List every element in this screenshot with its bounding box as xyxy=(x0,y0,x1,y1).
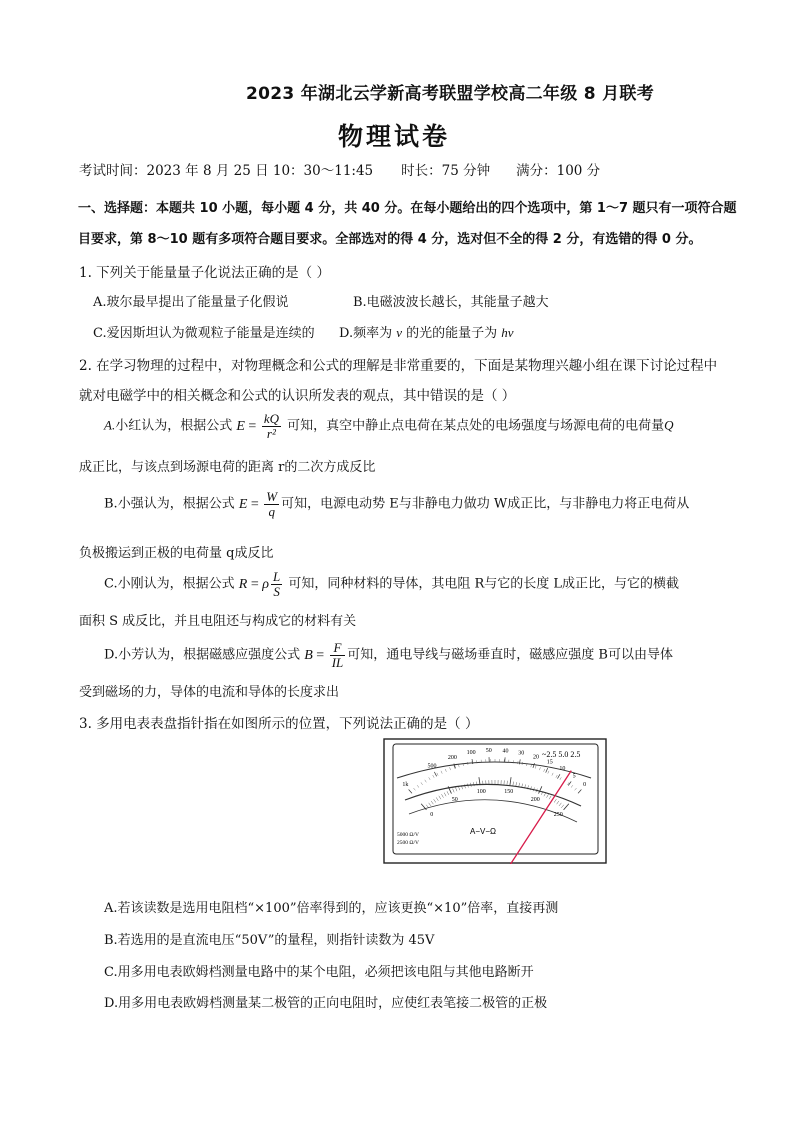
q2-b-label: B. xyxy=(104,496,118,512)
q2-d-pre: 小芳认为，根据磁感应强度公式 xyxy=(118,647,305,663)
q2-option-c xyxy=(104,570,679,599)
exam-score: 满分：100 分 xyxy=(516,163,601,179)
q3-option-a: A.若该读数是选用电阻档“×100”倍率得到的，应该更换“×10”倍率，直接再测 xyxy=(104,901,559,916)
ohm-tick-label: 0 xyxy=(583,781,587,788)
q3-stem: 3. 多用电表表盘指针指在如图所示的位置，下列说法正确的是（ ） xyxy=(79,716,479,732)
dc-tick-label: 250 xyxy=(553,811,563,818)
q2-b-fraction xyxy=(264,490,279,519)
ohm-tick-label: 200 xyxy=(447,754,457,761)
ohm-tick-label: 1k xyxy=(402,781,409,788)
q2-b-formula: E = $\frac{W}{q}$ xyxy=(238,489,278,519)
q2-c-den: S xyxy=(273,584,280,599)
ohm-tick-label: 50 xyxy=(485,748,492,755)
exam-title: 2023 年湖北云学新高考联盟学校高二年级 8 月联考 xyxy=(246,84,654,104)
q2-d-post: 可知，通电导线与磁场垂直时，磁感应强度 B可以由导体 xyxy=(347,647,673,663)
q2-stem-line2: 就对电磁学中的相关概念和公式的认识所发表的观点，其中错误的是（ ） xyxy=(79,388,516,404)
exam-duration: 时长：75 分钟 xyxy=(401,163,491,179)
q2-b-num: W xyxy=(266,489,278,504)
ohm-tick-label: 15 xyxy=(546,759,553,766)
q1-option-c: C.爱因斯坦认为微观粒子能量是连续的 xyxy=(93,326,315,341)
q2-b-den: q xyxy=(268,504,275,519)
q2-a-pre: 小红认为，根据公式 xyxy=(115,418,237,434)
subject-title: 物理试卷 xyxy=(338,122,451,151)
q1-option-b: B.电磁波波长越长，其能量子越大 xyxy=(353,295,549,310)
q2-a-label: A. xyxy=(104,417,116,433)
q2-option-b xyxy=(104,490,689,519)
q2-c-label: C. xyxy=(104,576,118,592)
dc-tick-label: 100 xyxy=(476,788,486,795)
exam-info xyxy=(79,159,600,179)
q2-option-a xyxy=(104,412,674,441)
q2-c-formula: R = ρ $\frac{L}{S}$ xyxy=(238,569,281,599)
sensitivity-label-1: 5000 Ω/V xyxy=(397,832,419,838)
q2-d-num: F xyxy=(330,641,346,656)
q2-option-c-line2: 面积 S 成反比，并且电阻还与构成它的材料有关 xyxy=(79,614,357,629)
ohm-tick-label: 500 xyxy=(427,763,437,770)
ohm-tick-label: 20 xyxy=(532,754,539,761)
dc-tick-label: 50 xyxy=(451,796,458,803)
q2-a-den: r² xyxy=(266,426,276,441)
ohm-tick-label: 5 xyxy=(572,773,576,780)
q2-option-b-line2: 负极搬运到正极的电荷量 q成反比 xyxy=(79,546,274,561)
q2-a-lhs: E xyxy=(236,418,245,434)
ohm-tick-label: 10 xyxy=(559,765,566,772)
q2-c-pre: 小刚认为，根据公式 xyxy=(117,576,239,592)
q2-c-rho: ρ xyxy=(262,576,269,592)
ohm-tick-label: 40 xyxy=(502,748,509,755)
q2-option-d-line2: 受到磁场的力，导体的电流和导体的长度求出 xyxy=(79,685,340,700)
q2-d-fraction xyxy=(330,641,346,670)
q3-option-d: D.用多用电表欧姆档测量某二极管的正向电阻时，应使红表笔接二极管的正极 xyxy=(104,996,548,1011)
exam-time: 考试时间：2023 年 8 月 25 日 10：30～11:45 xyxy=(79,163,374,179)
q1-d-mid: 的光的能量子为 xyxy=(402,326,502,341)
meter-symbol-label: A−V−Ω xyxy=(470,827,496,836)
ohm-tick-label: 30 xyxy=(518,750,525,757)
q2-a-num: kQ xyxy=(263,411,279,426)
multimeter-svg xyxy=(383,738,607,864)
q2-option-a-line2: 成正比，与该点到场源电荷的距离 r的二次方成反比 xyxy=(79,460,376,475)
q2-b-post: 可知，电源电动势 E与非静电力做功 W成正比，与非静电力将正电荷从 xyxy=(281,496,690,512)
q2-b-pre: 小强认为，根据公式 xyxy=(117,496,239,512)
q2-option-d xyxy=(104,641,673,670)
q2-d-den: IL xyxy=(331,655,344,670)
dc-tick-label: 0 xyxy=(430,811,434,818)
q2-c-fraction xyxy=(271,570,282,599)
q2-a-fraction xyxy=(262,412,281,441)
dc-tick-label: 150 xyxy=(504,788,514,795)
dc-tick-label: 200 xyxy=(530,796,540,803)
q1-d-text: D.频率为 xyxy=(339,326,397,341)
sensitivity-label-2: 2500 Ω/V xyxy=(397,840,419,846)
q1-option-a: A.玻尔最早提出了能量量子化假说 xyxy=(93,295,289,310)
q2-d-lhs: B xyxy=(304,647,313,663)
q2-b-lhs: E xyxy=(238,496,248,512)
meter-inner-frame xyxy=(393,744,598,854)
q2-stem-line1: 2. 在学习物理的过程中，对物理概念和公式的理解是非常重要的，下面是某物理兴趣小组在课下讨论过程中 xyxy=(79,358,718,374)
q2-c-lhs: R xyxy=(238,576,248,592)
q2-d-formula: B = $\frac{F}{IL}$ xyxy=(304,640,344,670)
q1-option-d xyxy=(339,322,514,341)
q3-option-c: C.用多用电表欧姆档测量电路中的某个电阻，必须把该电阻与其他电路断开 xyxy=(104,965,534,980)
section-heading-line1: 一、选择题：本题共 10 小题，每小题 4 分，共 40 分。在每小题给出的四个选项中，第 1～7 题只有一项符合题 xyxy=(78,201,737,216)
q1-stem: 1. 下列关于能量量子化说法正确的是（ ） xyxy=(79,265,330,281)
q2-a-formula: E = $\frac{kQ}{\text{r²}}$ xyxy=(236,411,279,441)
q2-c-post: 可知，同种材料的导体，其电阻 R与它的长度 L成正比，与它的横截 xyxy=(284,576,680,592)
ohm-tick-label: 100 xyxy=(466,750,476,757)
q3-option-b: B.若选用的是直流电压“50V”的量程，则指针读数为 45V xyxy=(104,933,435,948)
q1-d-nu: ν xyxy=(396,325,403,340)
multimeter-dial-figure xyxy=(383,738,607,864)
section-heading-line2: 目要求，第 8～10 题有多项符合题目要求。全部选对的得 4 分，选对但不全的得 2 分，有选错的得 0 分。 xyxy=(78,232,702,247)
q2-a-post: 可知，真空中静止点电荷在某点处的电场强度与场源电荷的电荷量 xyxy=(282,418,665,434)
q1-d-hv: hν xyxy=(501,325,514,340)
ac-scale-label: ~2.5 5.0 2.5 xyxy=(542,750,581,759)
q2-c-num: L xyxy=(272,569,281,584)
q2-a-var: Q xyxy=(664,417,674,433)
q2-d-label: D. xyxy=(104,647,119,663)
